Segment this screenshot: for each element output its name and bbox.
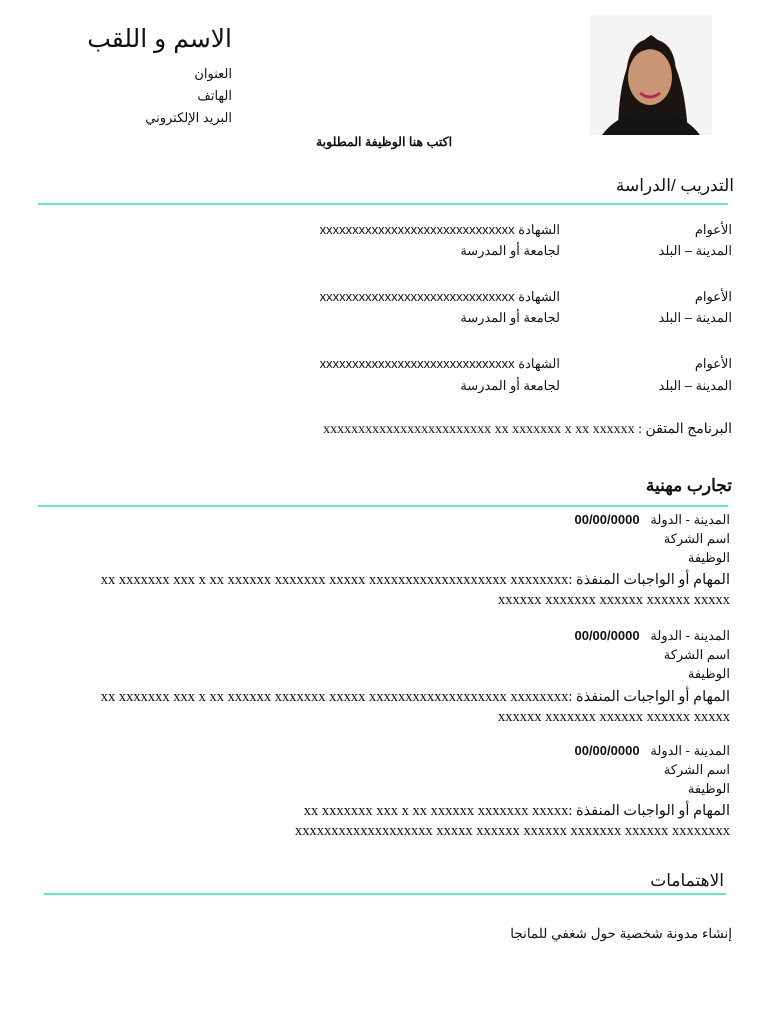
edu-school: لجامعة أو المدرسة [460, 243, 560, 258]
job-title: اكتب هنا الوظيفة المطلوبة [315, 135, 453, 149]
interests-text: إنشاء مدونة شخصية حول شغفي للمانجا [510, 926, 732, 941]
edu-degree: الشهادة xxxxxxxxxxxxxxxxxxxxxxxxxxxxxx [319, 222, 560, 237]
exp-date: 00/00/0000 [574, 628, 640, 643]
edu-years: الأعوام [694, 222, 732, 237]
edu-school: لجامعة أو المدرسة [460, 310, 560, 325]
interests-divider [44, 893, 726, 895]
exp-description: المهام أو الواجبات المنفذة :xx xxxxxxx xxx x xx xxxxxx xxxxxxx xxxxx xxxxxxxxxxxxxxxxxxx xxxxxxxx xxxxxx xxxxxxx xxxxxx xxxxxx xxxxx [100, 689, 730, 725]
experience-divider [38, 505, 728, 507]
exp-location-date [574, 743, 730, 759]
phone-label: الهاتف [197, 88, 232, 103]
exp-company: اسم الشركة [663, 762, 730, 777]
exp-role: الوظيفة [687, 781, 730, 796]
education-divider [38, 203, 728, 205]
edu-years: الأعوام [694, 289, 732, 304]
exp-city: المدينة - الدولة [650, 512, 730, 527]
exp-location-date [574, 512, 730, 528]
email-label: البريد الإلكتروني [145, 110, 232, 125]
exp-description: المهام أو الواجبات المنفذة :xx xxxxxxx xxx x xx xxxxxx xxxxxxx xxxxx xxxxxxxxxxxxxxxxxxx xxxxxxxx xxxxxx xxxxxxx xxxxxx xxxxxx xxxxx [100, 572, 730, 608]
exp-date: 00/00/0000 [574, 512, 640, 527]
edu-school: لجامعة أو المدرسة [460, 378, 560, 393]
exp-city: المدينة - الدولة [650, 628, 730, 643]
edu-city: المدينة – البلد [658, 243, 732, 258]
exp-company: اسم الشركة [663, 647, 730, 662]
exp-location-date [574, 628, 730, 644]
education-title: التدريب /الدراسة [615, 176, 734, 195]
address-label: العنوان [194, 66, 232, 81]
edu-degree: الشهادة xxxxxxxxxxxxxxxxxxxxxxxxxxxxxx [319, 356, 560, 371]
full-name: الاسم و اللقب [87, 25, 232, 53]
portrait-image [590, 15, 712, 135]
edu-years: الأعوام [694, 356, 732, 371]
exp-company: اسم الشركة [663, 531, 730, 546]
exp-city: المدينة - الدولة [650, 743, 730, 758]
interests-title: الاهتمامات [650, 871, 724, 890]
software-skills: البرنامج المتقن : xxxxxxxxxxxxxxxxxxxxxxxx xx xxxxxxx x xx xxxxxx [323, 422, 732, 437]
exp-date: 00/00/0000 [574, 743, 640, 758]
exp-description: المهام أو الواجبات المنفذة :xx xxxxxxx xxx x xx xxxxxx xxxxxxx xxxxx xxxxxxxxxxxxxxxxxxx xxxxx xxxxxx xxxxxx xxxxxxx xxxxxx xxxxxxxx [295, 803, 730, 839]
edu-city: المدينة – البلد [658, 310, 732, 325]
exp-role: الوظيفة [687, 666, 730, 681]
profile-photo [590, 15, 712, 135]
edu-degree: الشهادة xxxxxxxxxxxxxxxxxxxxxxxxxxxxxx [319, 289, 560, 304]
edu-city: المدينة – البلد [658, 378, 732, 393]
exp-role: الوظيفة [687, 550, 730, 565]
experience-title: تجارب مهنية [645, 476, 732, 495]
